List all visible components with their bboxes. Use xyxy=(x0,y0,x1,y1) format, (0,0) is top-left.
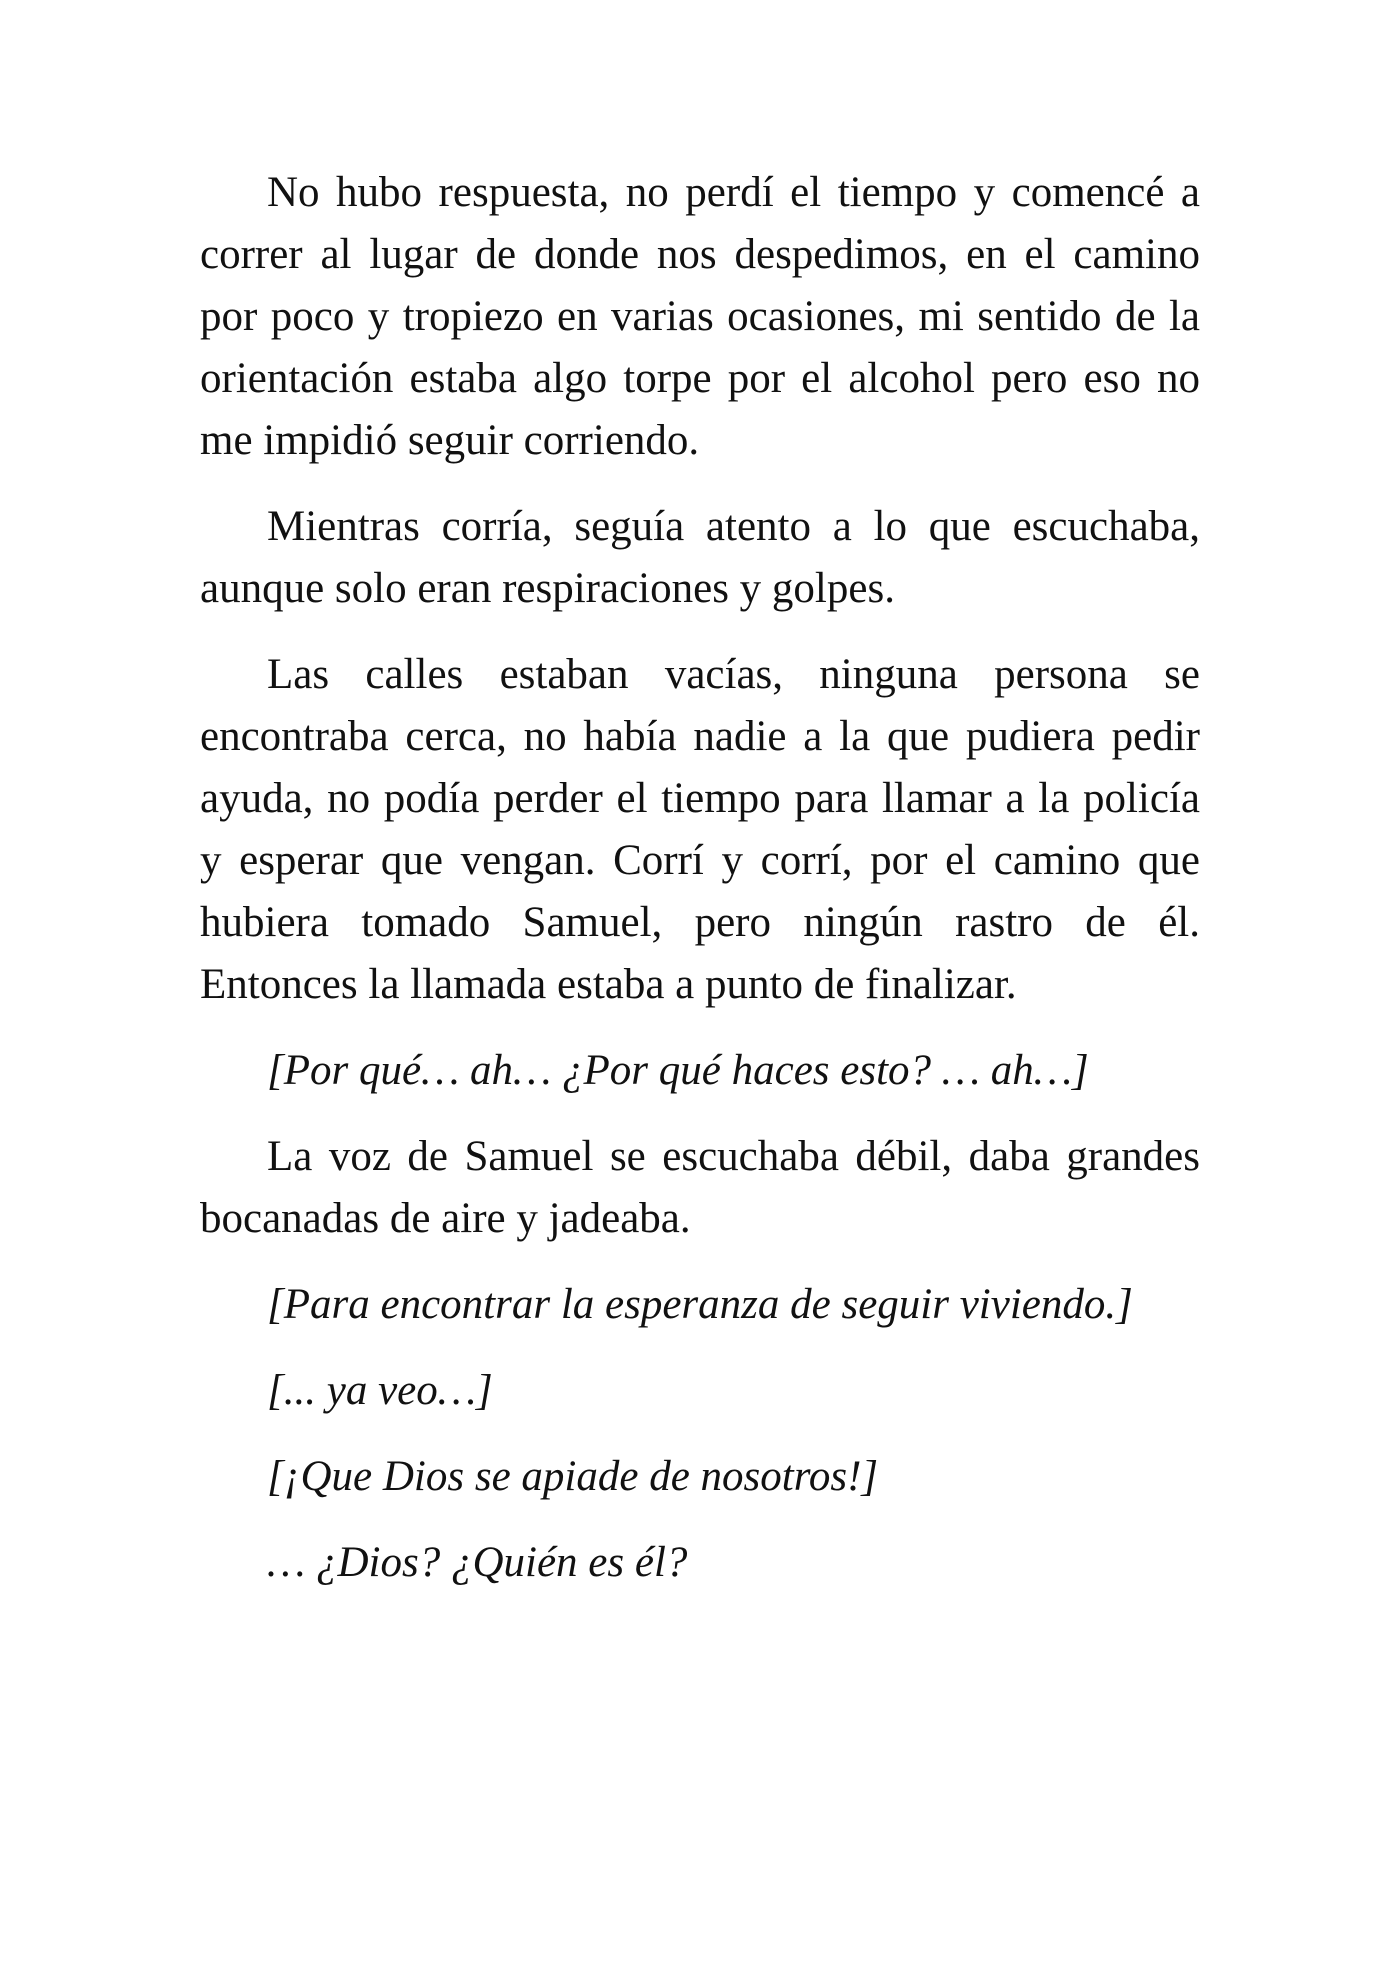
paragraph-4: La voz de Samuel se escuchaba débil, daba grandes bocanadas de aire y jadeaba. xyxy=(200,1133,1200,1242)
dialogue-line-2: [Para encontrar la esperanza de seguir viviendo.] xyxy=(267,1281,1133,1328)
page-body xyxy=(200,162,1200,1618)
paragraph-3: Las calles estaban vacías, ninguna persona se encontraba cerca, no había nadie a la que pudiera pedir ayuda, no podía perder el tiempo para llamar a la policía y esperar que vengan. Corrí y corrí, por el camino que hubiera tomado Samuel, pero ningún rastro de él. Entonces la llamada estaba a punto de finalizar. xyxy=(200,651,1200,1008)
paragraph-2: Mientras corría, seguía atento a lo que escuchaba, aunque solo eran respiraciones y golpes. xyxy=(200,503,1200,612)
dialogue-line-5: … ¿Dios? ¿Quién es él? xyxy=(267,1539,688,1586)
paragraph-1: No hubo respuesta, no perdí el tiempo y comencé a correr al lugar de donde nos despedimos, en el camino por poco y tropiezo en varias ocasiones, mi sentido de la orientación estaba algo torpe por el alcohol pero eso no me impidió seguir corriendo. xyxy=(200,169,1200,464)
dialogue-line-1: [Por qué… ah… ¿Por qué haces esto? … ah…] xyxy=(267,1047,1089,1094)
dialogue-line-4: [¡Que Dios se apiade de nosotros!] xyxy=(267,1453,879,1500)
dialogue-line-3: [... ya veo…] xyxy=(267,1367,493,1414)
